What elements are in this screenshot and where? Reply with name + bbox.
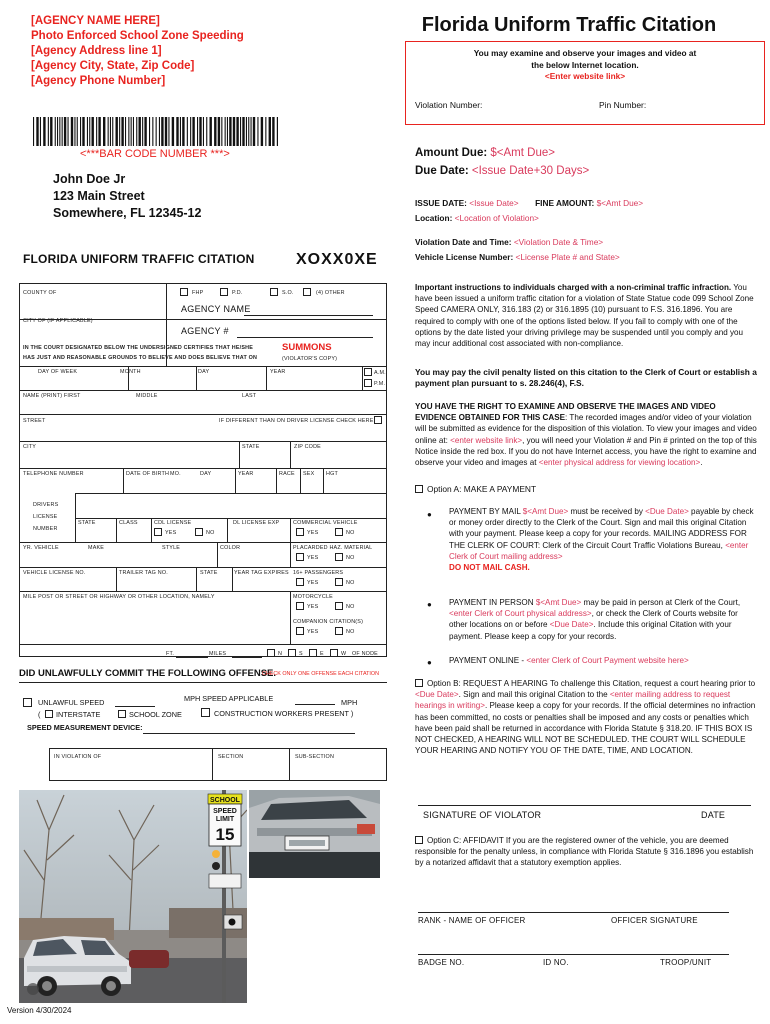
agency-address1: [Agency Address line 1] — [31, 45, 162, 57]
mph-applicable-label: MPH SPEED APPLICABLE — [184, 694, 274, 703]
signature-label: SIGNATURE OF VIOLATOR — [423, 810, 542, 820]
issue-row — [415, 198, 758, 209]
barcode-bar — [227, 117, 228, 146]
so-label: S.O. — [282, 290, 294, 296]
ft-label: FT. — [166, 651, 175, 657]
barcode-bar — [221, 117, 222, 146]
notice-box — [405, 41, 765, 125]
summons-label: SUMMONS — [282, 342, 332, 353]
fhp-checkbox[interactable] — [180, 288, 188, 296]
dob-mo-label: MO. — [170, 471, 181, 477]
option-b-text3: . Please keep a copy for your records. If the official determines no infraction has been committed, no costs or penalties shall be imposed and any costs or penalties which have been paid shall be returned in accordance with Florida Statute § 318.20. IF THIS BOX IS NOT CHECKED, A HEARING WILL NOT BE SCHEDULED. THE COURT WILL SCHEDULE YOUR HEARING AND NOTIFY YOU OF THE DATE, TIME, AND LOCATION. — [415, 701, 756, 756]
commercial-no-label: NO — [346, 530, 355, 536]
east-label: E — [320, 651, 324, 657]
badge-line — [418, 954, 729, 955]
location-value: <Location of Violation> — [454, 213, 539, 223]
barcode-bar — [165, 117, 167, 146]
online-text: PAYMENT ONLINE - — [449, 656, 527, 665]
year-label: YEAR — [270, 369, 286, 375]
unlawful-speed-label: UNLAWFUL SPEED — [38, 698, 105, 707]
pd-label: P.D. — [232, 290, 243, 296]
agency-program: Photo Enforced School Zone Speeding — [31, 30, 244, 42]
barcode-bar — [50, 117, 52, 146]
barcode-number: <***BAR CODE NUMBER ***> — [80, 148, 230, 160]
if-different-checkbox[interactable] — [374, 416, 382, 424]
court-line2: HAS JUST AND REASONABLE GROUNDS TO BELIEVE AND DOES BELIEVE THAT ON — [23, 355, 258, 361]
right-examine — [415, 401, 758, 468]
state-label: STATE — [242, 444, 260, 450]
barcode-bar — [82, 117, 84, 146]
agency-name-label: AGENCY NAME — [181, 304, 251, 314]
barcode-bar — [33, 117, 34, 146]
measurement-label: SPEED MEASUREMENT DEVICE: — [27, 723, 143, 732]
option-b-text2: . Sign and mail this original Citation to the — [458, 690, 610, 700]
mail-text3: payable by check or money order directly to the Clerk of the Court. Sign and mail this original Citation with your payment. Please keep a copy for your records. MAILING ADDRESS FOR THE CLERK OF COURT: Clerk of the Circuit Court Traffic Violations Bureau, — [449, 507, 754, 550]
day-of-week-label: DAY OF WEEK — [38, 369, 78, 375]
day-label: DAY — [198, 369, 210, 375]
statute-box — [49, 748, 387, 781]
dob-day-label: DAY — [200, 471, 212, 477]
violation-photo-street — [19, 790, 247, 1003]
placarded-no-label: NO — [346, 555, 355, 561]
barcode-bar — [103, 117, 105, 146]
recipient-city: Somewhere, FL 12345-12 — [53, 206, 202, 220]
barcode-bar — [149, 117, 150, 146]
barcode-bar — [96, 117, 97, 146]
online-link[interactable]: <enter Clerk of Court Payment website here> — [526, 656, 689, 665]
form-title: FLORIDA UNIFORM TRAFFIC CITATION — [23, 252, 255, 266]
barcode-bar — [80, 117, 81, 146]
interstate-checkbox[interactable] — [45, 710, 53, 718]
cdl-yes-checkbox[interactable] — [154, 528, 162, 536]
violator-copy-label: (VIOLATOR'S COPY) — [282, 356, 338, 362]
am-label: A.M. — [374, 370, 386, 376]
option-a — [415, 484, 758, 495]
offense-note: CHECK ONLY ONE OFFENSE EACH CITATION — [262, 671, 380, 677]
pin-number-label: Pin Number: — [599, 100, 647, 110]
location-label: Location: — [415, 213, 455, 223]
sign-15-text: 15 — [215, 825, 235, 844]
school-zone-label: SCHOOL ZONE — [129, 710, 182, 719]
city-label: CITY OF (IF APPLICABLE) — [23, 318, 93, 324]
due-date — [415, 166, 758, 177]
barcode-bar — [246, 117, 247, 146]
north-label: N — [278, 651, 283, 657]
barcode-bar — [180, 117, 181, 146]
agency-number-label: AGENCY # — [181, 326, 229, 336]
middle-label: MIDDLE — [136, 393, 158, 399]
option-a-label: Option A: MAKE A PAYMENT — [427, 484, 537, 494]
date-label: DATE — [701, 810, 726, 820]
companion-yes-checkbox[interactable] — [296, 627, 304, 635]
person-address: <enter Clerk of Court physical address> — [449, 609, 592, 619]
sign-school-text: SCHOOL — [210, 797, 240, 804]
barcode-bar — [248, 117, 249, 146]
barcode-bar — [182, 117, 184, 146]
page-title: Florida Uniform Traffic Citation — [421, 14, 717, 36]
south-label: S — [299, 651, 303, 657]
barcode-bar — [190, 117, 191, 146]
recipient-name: John Doe Jr — [53, 172, 126, 186]
barcode-bar — [62, 117, 63, 146]
of-node-label: OF NODE — [352, 651, 378, 657]
last-label: LAST — [242, 393, 257, 399]
barcode-bar — [64, 117, 66, 146]
section-label: SECTION — [218, 754, 244, 760]
option-c-text: Option C: AFFIDAVIT If you are the registered owner of the vehicle, you are deemed responsible for the penalty unless, in compliance with Florida Statute § 316.1896 you establish by a notarized affidavit that a statutory exemption applies. — [415, 836, 754, 868]
citation-number: XOXX0XE — [296, 251, 378, 268]
person-text1: PAYMENT IN PERSON — [449, 598, 536, 607]
recipient-street: 123 Main Street — [53, 189, 145, 203]
option-b-checkbox[interactable] — [415, 679, 423, 687]
west-label: W — [341, 651, 347, 657]
mail-text1: PAYMENT BY MAIL — [449, 507, 523, 516]
barcode-bar — [133, 117, 134, 146]
badge-label: BADGE NO. — [418, 958, 465, 967]
companion-yes-label: YES — [307, 629, 319, 635]
examine-line1: You may examine and observe your images and video at — [473, 48, 697, 58]
barcode-bar — [40, 117, 41, 146]
color-label: COLOR — [220, 545, 241, 551]
barcode-bar — [251, 117, 252, 146]
barcode-bar — [98, 117, 100, 146]
class-label: CLASS — [119, 520, 138, 526]
version-label: Version 4/30/2024 — [7, 1006, 72, 1015]
court-line1: IN THE COURT DESIGNATED BELOW THE UNDERSIGNED CERTIFIES THAT HE/SHE — [23, 345, 254, 351]
right-examine-bold: YOU HAVE THE RIGHT TO EXAMINE AND OBSERVE THE IMAGES AND VIDEO EVIDENCE OBTAINED FOR THIS CASE — [415, 402, 716, 423]
miles-label: MILES — [209, 651, 227, 657]
barcode-bar — [156, 117, 157, 146]
plate-value: <License Plate # and State> — [515, 252, 620, 262]
recipient-address — [53, 171, 201, 222]
pm-checkbox[interactable] — [364, 379, 372, 387]
barcode-bar — [277, 117, 278, 146]
issue-date-value: <Issue Date> — [469, 198, 519, 208]
cdl-yes-label: YES — [165, 530, 177, 536]
barcode-bar — [172, 117, 174, 146]
amount-due-label: Amount Due: — [415, 147, 491, 159]
amount-due — [415, 148, 758, 159]
barcode-bar — [71, 117, 73, 146]
bullet-icon: ● — [427, 510, 432, 519]
signature-line — [418, 805, 751, 806]
cdl-no-label: NO — [206, 530, 215, 536]
option-b-text1: Option B: REQUEST A HEARING To challenge this Citation, request a court hearing prior to — [427, 679, 756, 688]
barcode-bar — [242, 117, 244, 146]
barcode-bar — [92, 117, 94, 146]
violation-dt-label: Violation Date and Time: — [415, 237, 514, 247]
person-due-date: <Due Date> — [549, 620, 594, 630]
barcode-bar — [36, 117, 38, 146]
barcode-bar — [253, 117, 255, 146]
barcode-bar — [59, 117, 60, 146]
zip-label: ZIP CODE — [294, 444, 321, 450]
barcode-bar — [233, 117, 235, 146]
person-amount: $<Amt Due> — [535, 598, 582, 607]
pd-checkbox[interactable] — [220, 288, 228, 296]
companion-no-label: NO — [346, 629, 355, 635]
barcode-bar — [77, 117, 78, 146]
west-checkbox[interactable] — [330, 649, 338, 657]
placarded-no-checkbox[interactable] — [335, 553, 343, 561]
if-different-label: IF DIFFERENT THAN ON DRIVER LICENSE CHECK HERE — [219, 418, 374, 424]
interstate-open-paren: ( — [38, 710, 41, 719]
right-examine-text1: : The recorded images and/or video of your violation will be submitted as evidence for the disposition of this violation. To view your images and video online at: — [415, 413, 757, 445]
barcode-bar — [225, 117, 226, 146]
barcode-bar — [142, 117, 143, 146]
speed-section — [19, 690, 387, 748]
website-link[interactable]: <Enter website link> — [544, 71, 626, 81]
barcode-bar — [229, 117, 231, 146]
due-date-value: <Issue Date+30 Days> — [471, 165, 590, 177]
commercial-yes-label: YES — [307, 530, 319, 536]
county-label: COUNTY OF — [23, 290, 57, 296]
dl-exp-label: DL LICENSE EXP — [233, 520, 280, 526]
passengers-no-checkbox[interactable] — [335, 578, 343, 586]
barcode-bar — [206, 117, 207, 146]
rank-name-label: RANK - NAME OF OFFICER — [418, 916, 526, 925]
agency-city-state: [Agency City, State, Zip Code] — [31, 60, 195, 72]
commercial-no-checkbox[interactable] — [335, 528, 343, 536]
issue-date-label: ISSUE DATE: — [415, 198, 470, 208]
barcode-bar — [272, 117, 274, 146]
option-c-checkbox[interactable] — [415, 836, 423, 844]
important-bold: Important instructions to individuals charged with a non-criminal traffic infraction. — [415, 283, 732, 292]
vehicle-license-label: VEHICLE LICENSE NO. — [23, 570, 86, 576]
mail-due-date: <Due Date> — [645, 507, 689, 516]
option-c — [415, 835, 758, 869]
cdl-label: CDL LICENSE — [154, 520, 192, 526]
barcode-bar — [68, 117, 69, 146]
barcode-bar — [269, 117, 271, 146]
barcode-bar — [136, 117, 137, 146]
civil-penalty-text: You may pay the civil penalty listed on this citation to the Clerk of Court or establish a payment plan pursuant to s. 28.246(4), F.S. — [415, 367, 757, 389]
mail-address: <enter Clerk of Court mailing address> — [449, 540, 749, 561]
option-b — [415, 678, 758, 756]
interstate-label: INTERSTATE — [56, 710, 101, 719]
pm-label: P.M. — [374, 381, 386, 387]
barcode-bar — [55, 117, 56, 146]
barcode-bar — [257, 117, 258, 146]
barcode-bar — [210, 117, 212, 146]
barcode-bar — [161, 117, 163, 146]
motorcycle-no-label: NO — [346, 604, 355, 610]
right-examine-end: . — [700, 458, 703, 468]
amount-due-value: $<Amt Due> — [490, 147, 555, 159]
companion-no-checkbox[interactable] — [335, 627, 343, 635]
north-checkbox[interactable] — [267, 649, 275, 657]
unlawful-speed-checkbox[interactable] — [23, 698, 32, 707]
motorcycle-label: MOTORCYCLE — [293, 594, 333, 600]
barcode-bar — [218, 117, 220, 146]
companion-label: COMPANION CITATION(S) — [293, 619, 364, 625]
mail-amount: $<Amt Due> — [522, 507, 569, 516]
barcode-bar — [214, 117, 216, 146]
option-b-due-date: <Due Date> — [415, 690, 459, 700]
barcode-bar — [125, 117, 126, 146]
barcode-bar — [128, 117, 129, 146]
name-first-label: NAME (PRINT) FIRST — [23, 393, 81, 399]
citation-form — [19, 283, 387, 657]
barcode-bar — [152, 117, 153, 146]
barcode-bar — [131, 117, 132, 146]
plate-label: Vehicle License Number: — [415, 252, 516, 262]
telephone-label: TELEPHONE NUMBER — [23, 471, 84, 477]
barcode-bar — [112, 117, 113, 146]
barcode-bar — [187, 117, 188, 146]
examine-line2: the below Internet location. — [531, 59, 639, 70]
passengers-yes-checkbox[interactable] — [296, 578, 304, 586]
passengers-label: 16+ PASSENGERS — [293, 570, 344, 576]
location-row — [415, 213, 758, 224]
violation-dt-value: <Violation Date & Time> — [513, 237, 604, 247]
barcode-bar — [89, 117, 90, 146]
fhp-label: FHP — [192, 290, 204, 296]
commercial-yes-checkbox[interactable] — [296, 528, 304, 536]
barcode-bar — [192, 117, 194, 146]
payment-in-person — [449, 597, 758, 642]
bullet-icon: ● — [427, 658, 432, 667]
violation-number-label: Violation Number: — [415, 100, 483, 110]
commercial-label: COMMERCIAL VEHICLE — [293, 520, 358, 526]
barcode-bar — [197, 117, 198, 146]
barcode-bar — [176, 117, 178, 146]
right-examine-address: <enter physical address for viewing location> — [538, 458, 701, 468]
right-examine-text2: , you will need your Violation # and Pin # printed on the top of this Notice inside the red box. If you do not have Internet access, you have the right to examine and observe your video and images at — [415, 435, 757, 468]
officer-signature-label: OFFICER SIGNATURE — [611, 916, 698, 925]
fine-amount-value: $<Amt Due> — [596, 198, 644, 208]
barcode-bar — [199, 117, 201, 146]
do-not-mail-cash: DO NOT MAIL CASH. — [449, 563, 530, 573]
violation-photo-plate — [249, 790, 380, 878]
barcode-bar — [110, 117, 111, 146]
barcode-bar — [236, 117, 238, 146]
plate-row — [415, 252, 758, 263]
motorcycle-yes-checkbox[interactable] — [296, 602, 304, 610]
barcode-bar — [121, 117, 123, 146]
barcode-bar — [203, 117, 204, 146]
barcode-image — [33, 117, 278, 146]
dob-year-label: YEAR — [238, 471, 254, 477]
sex-label: SEX — [303, 471, 315, 477]
city-field-label: CITY — [23, 444, 37, 450]
barcode-bar — [116, 117, 118, 146]
make-label: MAKE — [88, 545, 105, 551]
sign-limit-text: LIMIT — [215, 816, 235, 823]
dob-label: DATE OF BIRTH — [126, 471, 170, 477]
other-checkbox[interactable] — [303, 288, 311, 296]
barcode-bar — [119, 117, 120, 146]
tag-expires-label: YEAR TAG EXPIRES — [234, 570, 289, 576]
construction-label: CONSTRUCTION WORKERS PRESENT ) — [214, 709, 354, 718]
important-text: You have been issued a uniform traffic citation for a violation of State Statue code 099 School Zone Speed CAMERA ONLY, 316.183 (2) or 316.1895 (10) pursuant to F.S. 316.1896. You are required to comply with one of the options listed below. If you fail to comply with one of the options by the date listed your driving privilege may be suspended until you comply and you may incur additional cost associated with non-compliance. — [415, 283, 754, 349]
tag-state-label: STATE — [200, 570, 218, 576]
barcode-bar — [87, 117, 88, 146]
month-label: MONTH — [120, 369, 141, 375]
street-label: STREET — [23, 418, 46, 424]
barcode-bar — [57, 117, 58, 146]
mph-label: MPH — [341, 698, 358, 707]
offense-heading: DID UNLAWFULLY COMMIT THE FOLLOWING OFFENSE. — [19, 668, 277, 679]
location-label: MILE POST OR STREET OR HIGHWAY OR OTHER LOCATION, NAMELY — [23, 594, 215, 600]
subsection-label: SUB-SECTION — [295, 754, 335, 760]
other-label: (4) OTHER — [316, 290, 345, 296]
hgt-label: HGT — [326, 471, 338, 477]
barcode-bar — [108, 117, 109, 146]
race-label: RACE — [279, 471, 295, 477]
am-checkbox[interactable] — [364, 368, 372, 376]
important-instructions — [415, 282, 758, 349]
passengers-no-label: NO — [346, 580, 355, 586]
barcode-bar — [48, 117, 49, 146]
trailer-tag-label: TRAILER TAG NO. — [119, 570, 168, 576]
yr-vehicle-label: YR. VEHICLE — [23, 545, 59, 551]
placarded-label: PLACARDED HAZ. MATERIAL — [293, 545, 373, 551]
barcode-bar — [261, 117, 263, 146]
passengers-yes-label: YES — [307, 580, 319, 586]
school-zone-checkbox[interactable] — [118, 710, 126, 718]
south-checkbox[interactable] — [288, 649, 296, 657]
motorcycle-yes-label: YES — [307, 604, 319, 610]
bullet-icon: ● — [427, 600, 432, 609]
id-number-label: ID NO. — [543, 958, 569, 967]
barcode-bar — [74, 117, 75, 146]
agency-name: [AGENCY NAME HERE] — [31, 15, 160, 27]
style-label: STYLE — [162, 545, 181, 551]
east-checkbox[interactable] — [309, 649, 317, 657]
sign-speed-text: SPEED — [213, 808, 237, 815]
motorcycle-no-checkbox[interactable] — [335, 602, 343, 610]
so-checkbox[interactable] — [270, 288, 278, 296]
person-text3: , or check the Clerk of Courts website for other locations on or before — [449, 609, 738, 630]
person-text4: . Include this original Citation with your payment. Please keep a copy for your records. — [449, 620, 732, 641]
person-text2: may be paid in person at Clerk of the Court, — [581, 598, 741, 607]
cdl-no-checkbox[interactable] — [195, 528, 203, 536]
construction-checkbox[interactable] — [201, 708, 210, 717]
officer-signature-line — [418, 912, 729, 913]
barcode-bar — [43, 117, 45, 146]
placarded-yes-checkbox[interactable] — [296, 553, 304, 561]
violation-dt-row — [415, 237, 758, 248]
barcode-bar — [144, 117, 146, 146]
agency-block — [31, 14, 244, 89]
option-a-checkbox[interactable] — [415, 485, 423, 493]
payment-online — [449, 655, 758, 666]
payment-by-mail — [449, 506, 758, 573]
barcode-bar — [265, 117, 266, 146]
drivers-license-label: DRIVERS LICENSE NUMBER — [33, 502, 59, 532]
due-date-label: Due Date: — [415, 165, 472, 177]
placarded-yes-label: YES — [307, 555, 319, 561]
troop-unit-label: TROOP/UNIT — [660, 958, 712, 967]
barcode-bar — [168, 117, 169, 146]
barcode-bar — [139, 117, 141, 146]
fine-amount-label: FINE AMOUNT: — [535, 198, 597, 208]
dl-state-label: STATE — [78, 520, 96, 526]
right-examine-link[interactable]: <enter website link> — [450, 435, 523, 445]
violation-of-label: IN VIOLATION OF — [54, 754, 102, 760]
agency-phone: [Agency Phone Number] — [31, 75, 166, 87]
mail-text2: must be received by — [568, 507, 646, 516]
option-b-address: <enter mailing address to request hearings in writing> — [415, 690, 731, 711]
barcode-bar — [240, 117, 241, 146]
barcode-bar — [159, 117, 160, 146]
